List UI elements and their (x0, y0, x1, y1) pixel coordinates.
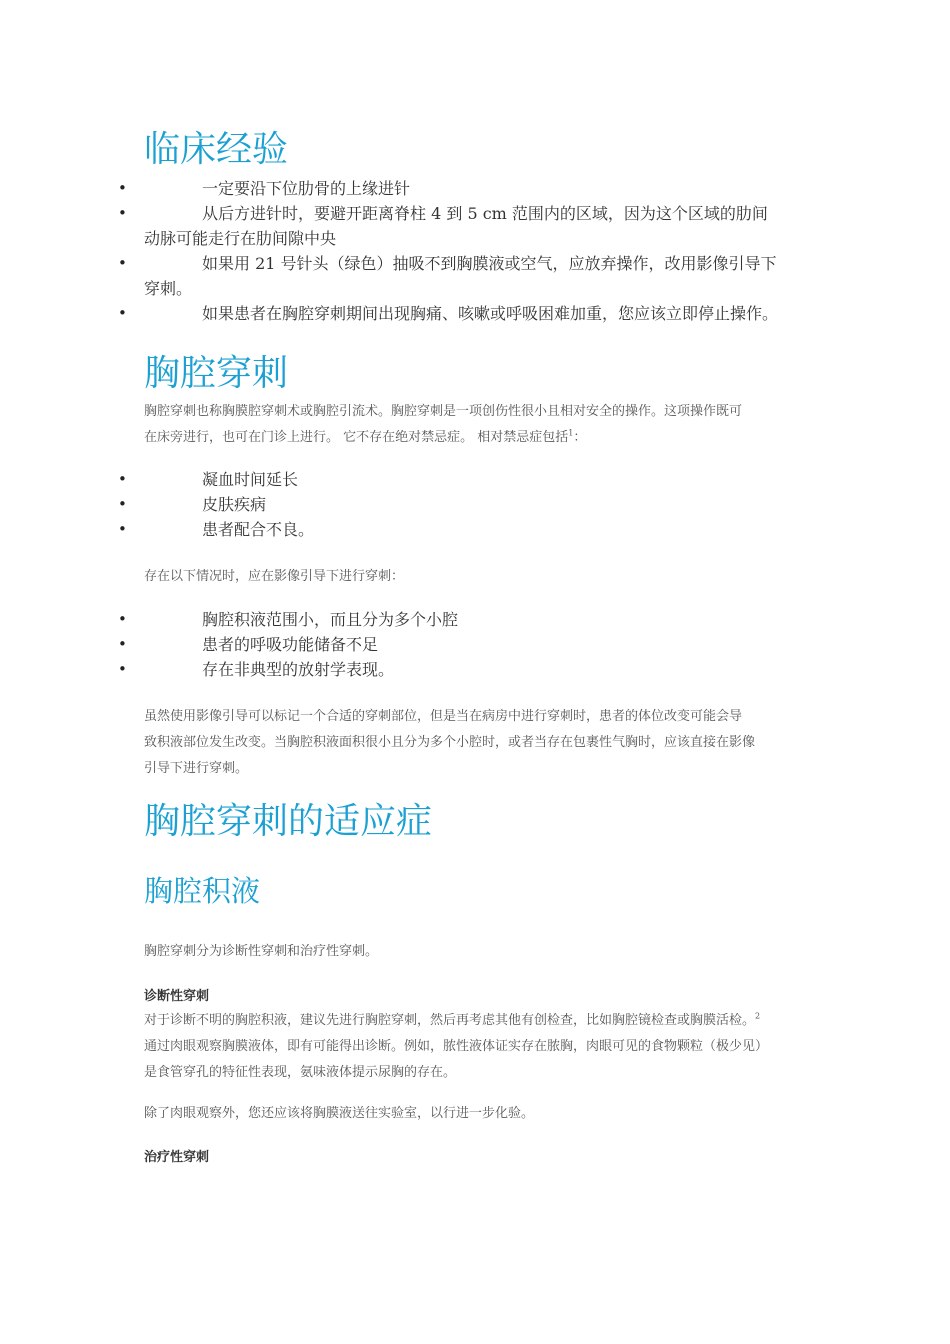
bullet-icon: • (118, 635, 127, 653)
list-item-text: 如果用 21 号针头（绿色）抽吸不到胸膜液或空气，应放弃操作，改用影像引导下 (202, 254, 777, 273)
bullet-icon: • (118, 610, 127, 628)
heading-indications: 胸腔穿刺的适应症 (144, 801, 433, 842)
list-item-text: 从后方进针时，要避开距离脊柱 4 到 5 cm 范围内的区域，因为这个区域的肋间 (202, 204, 768, 223)
list-item (144, 657, 824, 682)
imaging-closing-paragraph (144, 704, 824, 782)
list-item-text: 皮肤疾病 (202, 495, 267, 514)
imaging-intro-paragraph (144, 564, 824, 590)
indications-intro-paragraph (144, 939, 824, 965)
list-item (144, 251, 824, 301)
list-item-text: 患者配合不良。 (202, 520, 315, 539)
list-item-continuation: 穿刺。 (144, 279, 193, 298)
heading-pleural-effusion: 胸腔积液 (144, 874, 261, 908)
list-item (144, 607, 824, 632)
list-item-text: 存在非典型的放射学表现。 (202, 660, 395, 679)
list-item-text: 胸腔积液范围小，而且分为多个小腔 (202, 610, 459, 629)
bullet-icon: • (118, 304, 127, 322)
list-item-text: 如果患者在胸腔穿刺期间出现胸痛、咳嗽或呼吸困难加重，您应该立即停止操作。 (202, 304, 779, 323)
paragraph-line: 致积液部位发生改变。当胸腔积液面积很小且分为多个小腔时，或者当存在包裹性气胸时，应该直接在影像 (144, 735, 756, 750)
paragraph-line: 通过肉眼观察胸膜液体，即有可能得出诊断。例如，脓性液体证实存在脓胸，肉眼可见的食物颗粒（极少见） (144, 1039, 769, 1054)
paragraph-line: 引导下进行穿刺。 (144, 761, 249, 776)
list-item (144, 517, 824, 542)
paragraph-line: 除了肉眼观察外，您还应该将胸膜液送往实验室，以行进一步化验。 (144, 1106, 535, 1121)
bullet-icon: • (118, 660, 127, 678)
paragraph-line: 是食管穿孔的特征性表现，氨味液体提示尿胸的存在。 (144, 1065, 457, 1080)
list-item (144, 201, 824, 251)
paragraph-line: 虽然使用影像引导可以标记一个合适的穿刺部位，但是当在病房中进行穿刺时，患者的体位改变可能会导 (144, 709, 743, 724)
paragraph-line: 胸腔穿刺也称胸膜腔穿刺术或胸腔引流术。胸腔穿刺是一项创伤性很小且相对安全的操作。这项操作既可 (144, 404, 743, 419)
bullet-icon: • (118, 495, 127, 513)
paragraph-line: 存在以下情况时，应在影像引导下进行穿刺： (144, 569, 405, 584)
list-item (144, 632, 824, 657)
list-item (144, 492, 824, 517)
list-item (144, 467, 824, 492)
bullet-icon: • (118, 520, 127, 538)
paragraph-text: 对于诊断不明的胸腔积液，建议先进行胸腔穿刺，然后再考虑其他有创检查，比如胸腔镜检查或胸膜活检。 (144, 1013, 756, 1028)
paragraph-line (144, 1008, 824, 1034)
paragraph-line: 胸腔穿刺分为诊断性穿刺和治疗性穿刺。 (144, 944, 379, 959)
diagnostic-thoracentesis-title: 诊断性穿刺 (144, 989, 210, 1004)
list-item-text: 患者的呼吸功能储备不足 (202, 635, 379, 654)
list-item-continuation: 动脉可能走行在肋间隙中央 (144, 229, 337, 248)
bullet-icon: • (118, 254, 127, 272)
bullet-icon: • (118, 470, 127, 488)
diagnostic-followup-paragraph (144, 1101, 824, 1127)
bullet-icon: • (118, 179, 127, 197)
list-item-text: 凝血时间延长 (202, 470, 299, 489)
list-item (144, 176, 824, 201)
paragraph-text: 在床旁进行，也可在门诊上进行。 它不存在绝对禁忌症。 相对禁忌症包括 (144, 430, 569, 445)
diagnostic-paragraph (144, 1008, 824, 1086)
therapeutic-thoracentesis-title: 治疗性穿刺 (144, 1150, 210, 1165)
bullet-icon: • (118, 204, 127, 222)
heading-clinical-experience: 临床经验 (144, 129, 289, 170)
paragraph-line (144, 425, 824, 451)
heading-thoracentesis: 胸腔穿刺 (144, 353, 289, 394)
paragraph-text: ： (573, 430, 587, 445)
thoracentesis-intro-paragraph (144, 399, 824, 451)
list-item (144, 301, 824, 326)
reference-marker: 2 (755, 1011, 761, 1021)
reference-marker: 1 (568, 428, 574, 438)
list-item-text: 一定要沿下位肋骨的上缘进针 (202, 179, 411, 198)
